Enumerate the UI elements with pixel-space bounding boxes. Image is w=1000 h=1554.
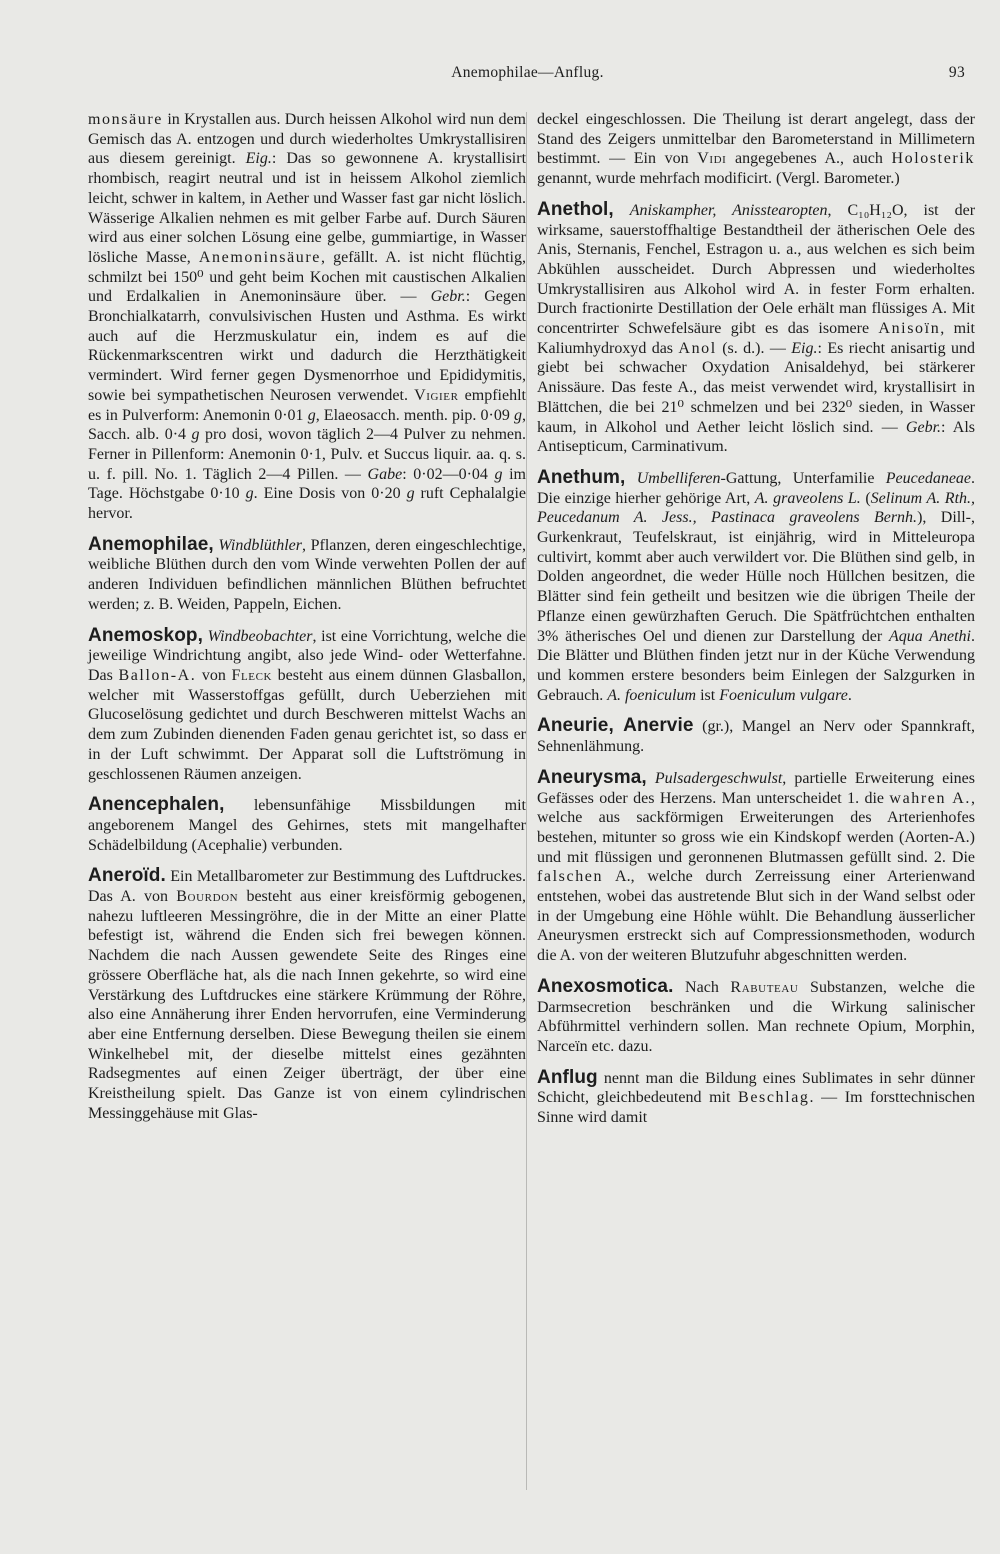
unit: g [307,406,316,424]
entry-text: : Als Antisepticum, Carminativum. [537,418,976,456]
author-name: Rabuteau [730,978,799,996]
column-divider [526,112,527,1490]
right-column [537,110,975,1128]
spaced-term: wahren A. [889,789,971,807]
entry-text: pro dosi, wovon täglich 2—4 Pulver zu nehmen. Ferner in Pillenform: Anemonin 0·1, Pulv. et Succus liquir. aa. q. s. u. f. pill. No. 1. Täglich 2—4 Pillen. — [88,426,527,483]
italic-term: Windbeobachter [207,627,313,645]
spaced-term: falschen [537,868,604,886]
italic-term: Anisk​ampher, Anisstearopten [629,201,828,219]
entry-text: , partielle Erweiterung eines Gefässes oder des Herzens. Man unterscheidet 1. die [537,769,975,807]
spaced-term: Beschlag [738,1089,810,1107]
headword: Aneroïd. [88,865,166,887]
entry-text: . Die Blätter und Blüthen finden jetzt nur in der Küche Verwendung und kommen erstere besonders beim Einlegen der Salzgurken in Gebrauch. [537,627,976,704]
entry-text: : Das so gewonnene A. krystallisirt rhombisch, reagirt neutral und ist in heissem Alkohol ziemlich leicht, schwer in kaltem, in Aether und Wasser fast gar nicht löslich. Wässerige Alkalien nehmen es mit gelber Farbe auf. Durch Säuren wird aus einer solchen Lösung eine gelbe, gummiartige, in Wasser lösliche Masse, [88,150,527,266]
spaced-term: Holosterik [891,150,975,168]
left-column [88,110,526,1123]
italic-term: Foeniculum vulgare [719,686,848,704]
entry-text: , Sacch. alb. 0·4 [88,406,527,444]
italic-term: Eig. [791,339,818,357]
entry-text: (s. d.). — [716,339,792,357]
entry-text: besteht aus einer kreisförmig gebogenen, nahezu luftleeren Messingröhre, die in der Mitte an einer Platte befestigt ist, während die Enden sich frei bewegen können. Nachdem die nach Aussen gewendete Seite des Ringes eine grössere Oberfläche hat, als die nach Innen gekehrte, so wird eine Verstärkung des Luftdruckes eine stärkere Krümmung der Röhre, also eine Annäherung ihrer Enden hervorrufen, eine Verminderung aber eine Entfernung derselben. Diese Bewegung theilen sie einem Winkelhebel mit, der dieselbe mittelst eines gezähnten Radsegmentes auf einen Zeiger überträgt, der über eine Kreistheilung spielt. Das Ganze ist von einem cylindrischen Messinggehäuse mit Glas- [88,888,526,1122]
entry-anencephalen [88,795,526,855]
spaced-term: Anisoïn [878,320,941,338]
italic-term: Gabe [367,465,403,483]
entry-aneroid [88,866,526,1123]
entry-text: ruft Cephalalgie hervor. [88,485,527,523]
author-name: Fleck [231,666,273,684]
entry-text: , Pflanzen, deren eingeschlechtige, weibliche Blüthen durch den vom Winde verwehten Pollen der auf anderen Individuen befindlichen männlichen Blüthen befruchtet werden; z. B. Weiden, Pappeln, Eichen. [88,536,527,613]
unit: g [245,485,254,503]
entry-text: . Die einzige hierher gehörige Art, [537,469,976,507]
spaced-term: monsäure [88,111,164,128]
entry-anemoskop [88,626,526,785]
entry-text: lebensunfähige Missbildungen mit angeborenem Mangel des Gehirnes, stets mit mangelhafter Schädelbildung (Acephalie) verbunden. [88,797,526,854]
entry-text: von [196,666,232,684]
headword: Anemophilae, [88,533,214,555]
entry-text: : Es riecht anisartig und giebt bei schwacher Oxydation Anisaldehyd, bei stärkerer Anissäure. Das feste A., das meist verwendet wird, krystallisirt in Blättchen, die bei 21⁰ schmelzen und bei 232⁰ sieden, in Wasser kaum, in Alkohol und Aether leicht löslich sind. — [537,339,975,436]
entry-text: , ist eine Vorrichtung, welche die jeweilige Windrichtung angibt, also jede Wind- oder Wetterfahne. Das [88,627,527,684]
italic-term: A. graveolens L. [754,489,861,507]
entry-text: in Krystallen aus. Durch heissen Alkohol wird nun dem Gemisch das A. entzogen und durch wiederholtes Umkrystallisiren aus diesem gereinigt. [88,111,526,168]
italic-term: Windblüthler [218,536,302,554]
entry-anethum [537,468,975,705]
running-header [90,58,965,88]
entry-text: , gefällt. A. ist nicht flüchtig, schmilzt bei 150⁰ und geht beim Kochen mit caustischen Alkalien und Erdalkalien in Anemoninsäure über. — [88,248,526,306]
italic-term: Umbelliferen [636,469,721,487]
unit: g [191,426,200,444]
headword: Anemoskop, [88,624,204,646]
entry-anemonin-continued [88,110,526,524]
headword: Anethol, [537,198,614,220]
spaced-term: Ballon-A. [118,666,197,684]
entry-text: genannt, wurde mehrfach modificirt. (Vergl. Barometer.) [537,170,900,188]
entry-text: Ein Metallbarometer zur Bestimmung des Luftdruckes. Das A. von [88,868,526,906]
entry-anflug [537,1068,975,1128]
entry-text: , Elaeosacch. menth. pip. 0·09 [315,406,515,424]
entry-aneurie [537,716,975,756]
entry-text: , welche aus sackförmigen Erweiterungen des Arterienhofes bestehen, mitunter so gross wie ein Kindskopf werden (Aorten-A.) und mit flüssigen und geronnenen Blutmassen gefüllt sind. 2. Die [537,789,975,866]
entry-text: Nach [673,978,731,996]
page-number: 93 [948,64,965,81]
unit: g [494,465,503,483]
italic-term: Peucedaneae [885,469,972,487]
italic-term: Gebr. [905,418,942,436]
headword: Anflug [537,1066,598,1088]
unit: g [406,485,415,503]
author-name: Vidi [697,150,727,168]
entry-aneurysma [537,768,975,966]
entry-text: , C₁₀H₁₂O, ist der wirksame, sauerstoffhaltige Bestandtheil der ätherischen Oele des Anis, Sternanis, Fenchel, Estragon u. a., aus welchen es sich beim Abkühlen ausscheidet. Durch Abpressen und wiederholtes Umkrystallisiren aus Alkohol wird A. in fester Form erhalten. Durch fractionirte Destillation der Oele erhält man flüssiges A. Mit concentrirter Schwefelsäure gibt es das isomere [537,201,976,338]
author-name: Vigier [414,386,459,404]
entry-text: : Gegen Bronchialkatarrh, convulsivischen Husten und Asthma. Es wirkt auch auf die Herzmuskulatur ein, indem es auf die Rückenmarkscentren wirkt und dadurch die Herzthätigkeit vermindert. Wird ferner gegen Dysmenorrhoe und Epididymitis, sowie bei sympathetischen Neurosen verwendet. [88,288,527,404]
spaced-term: Anol [678,339,717,357]
entry-text: im Tage. Höchstgabe 0·10 [88,465,527,503]
headword: Anethum, [537,466,626,488]
entry-text: : 0·02—0·04 [402,465,495,483]
entry-text: angegebenes A., auch [726,150,892,168]
entry-anethol [537,200,975,457]
spaced-term: Anemoninsäure [198,248,321,266]
entry-text: A., welche durch Zerreissung einer Arterienwand entstehen, wobei das austretende Blut sich in der Wand selbst oder in der Umgebung eine Höhle wühlt. Die Behandlung äusserlicher Aneurysmen erstreckt sich auf Compressionsmethoden, wodurch die A. von der weiteren Blutzufuhr abgeschnitten werden. [537,868,975,965]
entry-text: . Eine Dosis von 0·20 [253,485,407,503]
author-name: Bourdon [176,888,239,906]
entry-text: . [847,686,852,704]
entry-text: -Gattung, Unterfamilie [720,469,886,487]
entry-text: , mit Kaliumhydroxyd das [537,320,975,357]
italic-term: Selinum A. Rth., Peucedanum A. Jess., Pastinaca graveolens Bernh. [537,489,976,527]
entry-text: empfiehlt es in Pulverform: Anemonin 0·01 [88,386,526,424]
entry-text: . — Im forsttechnischen Sinne wird damit [537,1089,975,1127]
italic-term: Pulsadergeschwulst [654,769,783,787]
headword: Anexosmotica. [537,975,674,997]
entry-text: (gr.), Mangel an Nerv oder Spannkraft, Sehnenlähmung. [537,718,975,756]
running-title: Anemophilae—Anflug. [451,64,604,81]
entry-text: deckel eingeschlossen. Die Theilung ist derart angelegt, dass der Stand des Zeigers unmittelbar den Barometerstand in Millimetern bestimmt. — Ein von [537,111,975,168]
entry-text: ), Dill-, Gurkenkraut, Teufelskraut, ist einjährig, wird in Mitteleuropa cultivirt, kommt aber auch verwildert vor. Die Blüthen sind gelb, in Dolden angeordnet, die weder Hülle noch Hüllchen besitzen, die Blätter sind fein getheilt und besitzen wie die übrigen Theile der Pflanze einen gewürzhaften Geruch. Die Spätfrüchtchen enthalten 3% ätherisches Oel und dienen zur Darstellung der [537,509,976,645]
headword: Aneurie, Anervie [537,715,694,737]
entry-text: Substanzen, welche die Darmsecretion beschränken und die Wirkung salinischer Abführmittel verhindern sollen. Man rechnete Opium, Morphin, Narceïn etc. dazu. [537,978,975,1055]
entry-text: besteht aus einem dünnen Glasballon, welcher mit Wasserstoffgas gefüllt, durch Ueberziehen mit Glucoselösung gedichtet und durch Beschweren mittelst Wachs an dem zum Zubinden dienenden Faden genau gerichtet ist, so dass er in der Luft schwimmt. Der Apparat soll die Luftströmung in geschlossenen Räumen anzeigen. [88,666,526,783]
entry-text: nennt man die Bildung eines Sublimates in sehr dünner Schicht, gleichbedeutend mit [537,1069,975,1107]
italic-term: A. foeniculum [607,686,697,704]
headword: Anencephalen, [88,794,225,816]
entry-anemophilae [88,535,526,615]
italic-term: Gebr. [430,288,466,306]
italic-term: Aqua Anethi [888,627,972,645]
italic-term: Eig. [245,150,272,168]
entry-anexosmotica [537,977,975,1057]
unit: g [514,406,523,424]
entry-aneroid-continued [537,110,975,189]
entry-text: ist [696,686,720,704]
headword: Aneurysma, [537,766,647,788]
entry-text: ( [860,489,871,507]
